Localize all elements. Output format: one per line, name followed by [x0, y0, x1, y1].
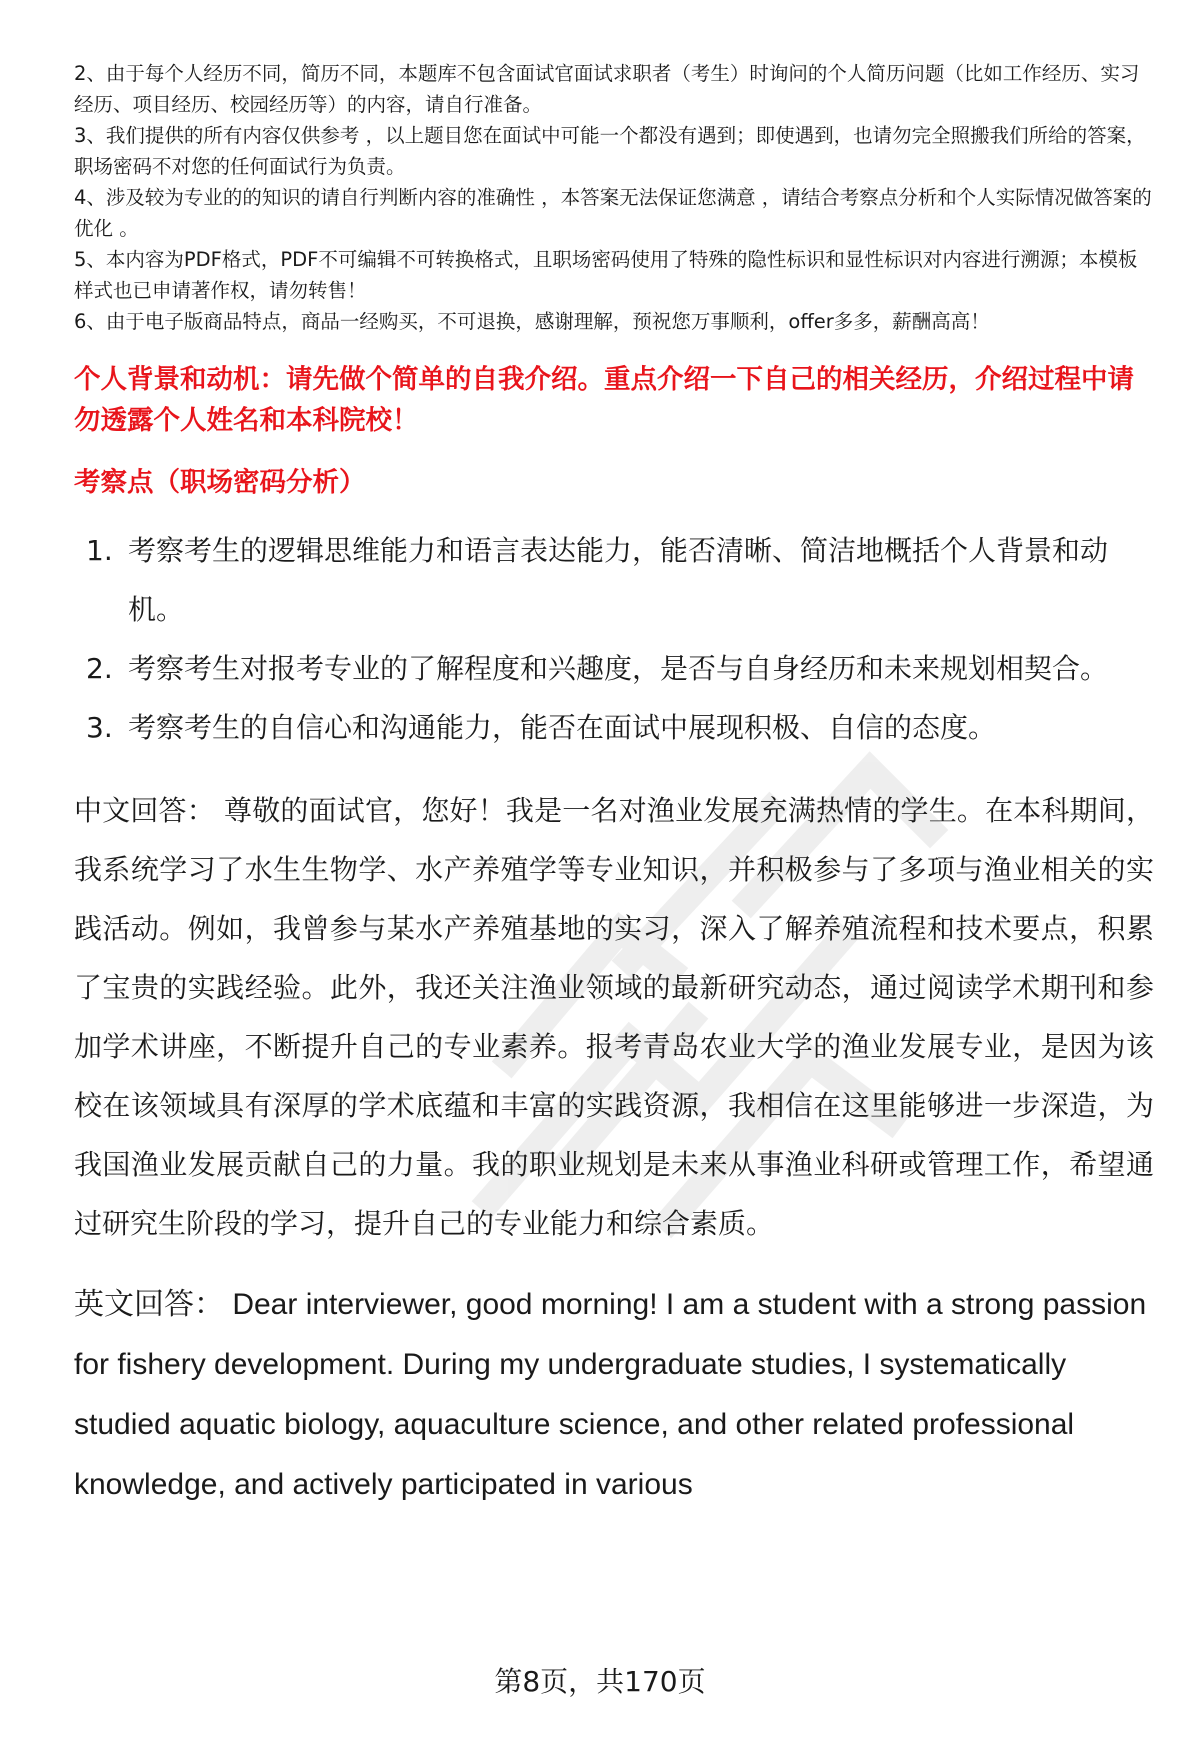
page-footer: 第8页，共170页	[494, 1665, 706, 1698]
note-item: 5、本内容为PDF格式，PDF不可编辑不可转换格式，且职场密码使用了特殊的隐性标识和显性标识对内容进行溯源；本模板样式也已申请著作权，请勿转售！	[74, 248, 1138, 302]
document-page	[74, 58, 1154, 1515]
note-item: 6、由于电子版商品特点，商品一经购买，不可退换，感谢理解，预祝您万事顺利，offer多多，薪酬高高！	[74, 310, 990, 333]
analysis-point	[86, 698, 1154, 757]
analysis-title: 考察点（职场密码分析）	[74, 467, 366, 498]
point-number: 1.	[86, 534, 113, 567]
analysis-point	[86, 639, 1154, 698]
note-item: 2、由于每个人经历不同，简历不同，本题库不包含面试官面试求职者（考生）时询问的个人简历问题（比如工作经历、实习经历、项目经历、校园经历等）的内容，请自行准备。	[74, 62, 1140, 116]
note-item: 3、我们提供的所有内容仅供参考 ，以上题目您在面试中可能一个都没有遇到；即使遇到，也请勿完全照搬我们所给的答案，职场密码不对您的任何面试行为负责。	[74, 124, 1146, 178]
note-item: 4、涉及较为专业的的知识的请自行判断内容的准确性 ，本答案无法保证您满意 ，请结合考察点分析和个人实际情况做答案的优化 。	[74, 186, 1152, 240]
notes-list	[74, 58, 1154, 337]
interview-question: 个人背景和动机：请先做个简单的自我介绍。重点介绍一下自己的相关经历，介绍过程中请勿透露个人姓名和本科院校！	[74, 364, 1134, 436]
analysis-point	[86, 521, 1154, 639]
answer-english: 英文回答： Dear interviewer, good morning! I am a student with a strong passion for fishery development. During my undergraduate studies, I systematically studied aquatic biology, aquaculture science, and other related professional knowledge, and actively participated in various	[74, 1288, 1147, 1501]
point-text: 考察考生的逻辑思维能力和语言表达能力，能否清晰、简洁地概括个人背景和动机。	[128, 534, 1109, 626]
point-text: 考察考生对报考专业的了解程度和兴趣度，是否与自身经历和未来规划相契合。	[128, 652, 1109, 685]
analysis-points	[74, 521, 1154, 757]
point-number: 3.	[86, 711, 113, 744]
answer-chinese: 中文回答： 尊敬的面试官，您好！我是一名对渔业发展充满热情的学生。在本科期间，我系统学习了水生生物学、水产养殖学等专业知识，并积极参与了多项与渔业相关的实践活动。例如，我曾参与某水产养殖基地的实习，深入了解养殖流程和技术要点，积累了宝贵的实践经验。此外，我还关注渔业领域的最新研究动态，通过阅读学术期刊和参加学术讲座，不断提升自己的专业素养。报考青岛农业大学的渔业发展专业，是因为该校在该领域具有深厚的学术底蕴和丰富的实践资源，我相信在这里能够进一步深造，为我国渔业发展贡献自己的力量。我的职业规划是未来从事渔业科研或管理工作，希望通过研究生阶段的学习，提升自己的专业能力和综合素质。	[74, 794, 1154, 1240]
point-text: 考察考生的自信心和沟通能力，能否在面试中展现积极、自信的态度。	[128, 711, 997, 744]
point-number: 2.	[86, 652, 113, 685]
